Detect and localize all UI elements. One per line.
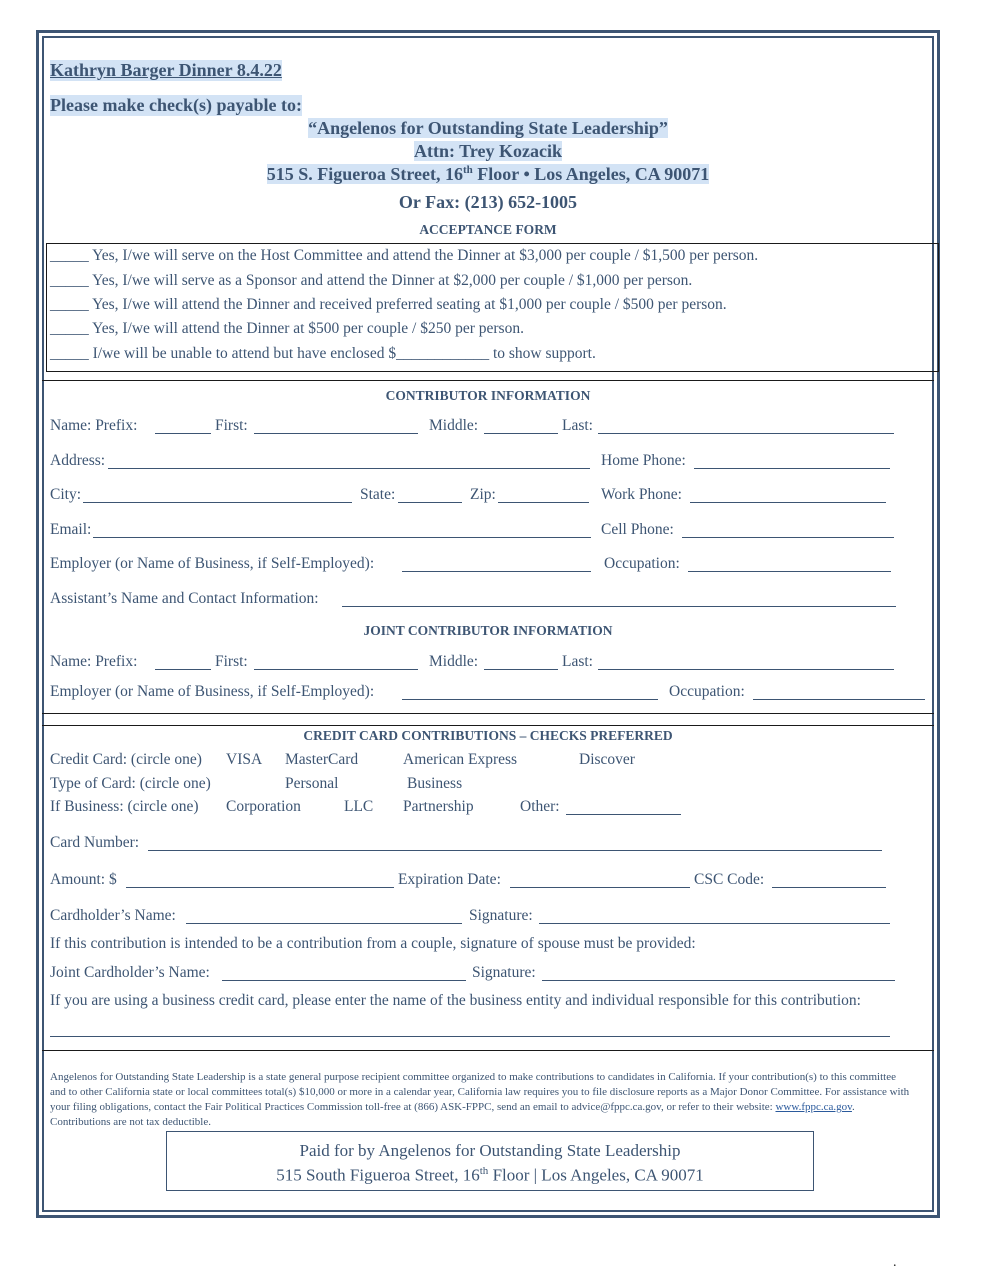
contributor-state-label: State:: [360, 486, 396, 503]
contributor-section-title: CONTRIBUTOR INFORMATION: [385, 388, 591, 403]
option-mastercard[interactable]: MasterCard: [285, 751, 359, 768]
option-american-express[interactable]: American Express: [403, 751, 518, 768]
paid-for-by-line: Paid for by Angelenos for Outstanding State Leadership: [299, 1141, 681, 1160]
acceptance-option-unable[interactable]: _____ I/we will be unable to attend but have enclosed $____________ to show support.: [50, 345, 596, 362]
contributor-home-phone-label: Home Phone:: [601, 452, 686, 469]
option-partnership[interactable]: Partnership: [403, 798, 474, 815]
joint-last-label: Last:: [562, 653, 593, 670]
contributor-state-field[interactable]: [398, 488, 462, 503]
acceptance-option-sponsor[interactable]: _____ Yes, I/we will serve as a Sponsor and attend the Dinner at $2,000 per couple / $1,000 per person.: [50, 272, 693, 289]
contributor-middle-label: Middle:: [429, 417, 479, 434]
joint-occupation-label: Occupation:: [669, 683, 745, 700]
contributor-city-label: City:: [50, 486, 82, 503]
legal-disclaimer: Angelenos for Outstanding State Leadership is a state general purpose recipient committee organized to make contributions to candidates in California. If your contribution(s) to this committee and to other California state or local committees total(s) $10,000 or more in a calendar year, California law requires you to file disclosure reports as a Major Donor Committee. For assistance with your filing obligations, contact the Fair Political Practices Commission toll-free at (866) ASK-FPPC, send an email to advice@fppc.ca.gov, or refer to their website: www.fppc.ca.gov. Contributions are not tax deductible.: [50, 1071, 910, 1128]
acceptance-option-attend[interactable]: _____ Yes, I/we will attend the Dinner at $500 per couple / $250 per person.: [50, 320, 524, 337]
option-visa[interactable]: VISA: [226, 751, 263, 768]
business-entity-field[interactable]: [50, 1022, 890, 1037]
business-card-note: If you are using a business credit card, please enter the name of the business entity and individual responsible for this contribution:: [50, 992, 861, 1009]
section-divider: [42, 380, 934, 381]
contributor-cell-phone-label: Cell Phone:: [601, 521, 674, 538]
org-name: “Angelenos for Outstanding State Leadership”: [308, 118, 668, 138]
contributor-assistant-label: Assistant’s Name and Contact Information:: [50, 590, 319, 607]
contributor-work-phone-label: Work Phone:: [601, 486, 682, 503]
contributor-occupation-label: Occupation:: [604, 555, 680, 572]
option-llc[interactable]: LLC: [344, 798, 374, 815]
option-discover[interactable]: Discover: [579, 751, 635, 768]
contributor-last-field[interactable]: [598, 419, 894, 434]
joint-first-label: First:: [215, 653, 248, 670]
expiration-label: Expiration Date:: [398, 871, 501, 888]
option-other-label: Other:: [520, 798, 560, 815]
contributor-city-field[interactable]: [83, 488, 352, 503]
org-name-row: [42, 118, 934, 139]
joint-signature-label: Signature:: [472, 964, 536, 981]
contributor-address-field[interactable]: [108, 454, 590, 469]
contributor-address-label: Address:: [50, 452, 106, 469]
joint-cardholder-label: Joint Cardholder’s Name:: [50, 964, 210, 981]
attn-line: Attn: Trey Kozacik: [414, 141, 562, 161]
contributor-work-phone-field[interactable]: [690, 488, 886, 503]
contributor-email-field[interactable]: [93, 523, 591, 538]
csc-label: CSC Code:: [694, 871, 765, 888]
contributor-first-label: First:: [215, 417, 248, 434]
cardholder-name-label: Cardholder’s Name:: [50, 907, 176, 924]
contributor-occupation-field[interactable]: [688, 557, 891, 572]
joint-employer-label: Employer (or Name of Business, if Self-Employed):: [50, 683, 375, 700]
acceptance-option-host[interactable]: _____ Yes, I/we will serve on the Host Committee and attend the Dinner at $3,000 per couple / $1,500 per person.: [50, 247, 759, 264]
cardholder-name-field[interactable]: [186, 909, 462, 924]
joint-middle-label: Middle:: [429, 653, 479, 670]
joint-last-field[interactable]: [598, 655, 894, 670]
contributor-cell-phone-field[interactable]: [682, 523, 894, 538]
contributor-home-phone-field[interactable]: [694, 454, 890, 469]
credit-section-title: CREDIT CARD CONTRIBUTIONS – CHECKS PREFERRED: [303, 728, 673, 743]
paid-for-by-address: 515 South Figueroa Street, 16th Floor | Los Angeles, CA 90071: [276, 1165, 704, 1185]
acceptance-option-preferred[interactable]: _____ Yes, I/we will attend the Dinner and received preferred seating at $1,000 per couple / $500 per person.: [50, 296, 727, 313]
corner-mark: .: [893, 1255, 897, 1270]
contributor-first-field[interactable]: [254, 419, 418, 434]
joint-prefix-field[interactable]: [155, 655, 211, 670]
expiration-field[interactable]: [510, 873, 690, 888]
contributor-employer-label: Employer (or Name of Business, if Self-Employed):: [50, 555, 375, 572]
card-number-label: Card Number:: [50, 834, 140, 851]
joint-name-prefix-label: Name: Prefix:: [50, 653, 138, 670]
couple-signature-note: If this contribution is intended to be a contribution from a couple, signature of spouse must be provided:: [50, 935, 696, 952]
joint-middle-field[interactable]: [484, 655, 558, 670]
card-number-field[interactable]: [148, 836, 882, 851]
joint-cardholder-field[interactable]: [222, 966, 466, 981]
signature-label: Signature:: [469, 907, 533, 924]
card-category-label: Type of Card: (circle one): [50, 775, 211, 792]
mailing-address: 515 S. Figueroa Street, 16th Floor • Los Angeles, CA 90071: [266, 164, 710, 184]
payable-label: Please make check(s) payable to:: [50, 95, 302, 115]
joint-occupation-field[interactable]: [753, 685, 925, 700]
attn-row: [42, 141, 934, 162]
fax-line: Or Fax: (213) 652-1005: [398, 192, 578, 212]
mailing-address-row: [42, 164, 934, 185]
option-personal[interactable]: Personal: [285, 775, 339, 792]
other-business-type-field[interactable]: [566, 800, 681, 815]
joint-first-field[interactable]: [254, 655, 418, 670]
contributor-name-prefix-label: Name: Prefix:: [50, 417, 138, 434]
acceptance-form-title: ACCEPTANCE FORM: [419, 222, 557, 237]
signature-field[interactable]: [539, 909, 890, 924]
contributor-employer-field[interactable]: [402, 557, 591, 572]
event-title: Kathryn Barger Dinner 8.4.22: [50, 60, 282, 80]
joint-employer-field[interactable]: [402, 685, 658, 700]
joint-signature-field[interactable]: [542, 966, 895, 981]
amount-field[interactable]: [126, 873, 394, 888]
contributor-zip-field[interactable]: [498, 488, 589, 503]
option-business[interactable]: Business: [407, 775, 463, 792]
contributor-last-label: Last:: [562, 417, 593, 434]
section-divider: [42, 713, 934, 714]
option-corporation[interactable]: Corporation: [226, 798, 301, 815]
contributor-zip-label: Zip:: [470, 486, 496, 503]
amount-label: Amount: $: [50, 871, 117, 888]
contributor-email-label: Email:: [50, 521, 92, 538]
contributor-middle-field[interactable]: [484, 419, 558, 434]
fppc-website-link[interactable]: www.fppc.ca.gov: [775, 1101, 852, 1113]
credit-card-type-label: Credit Card: (circle one): [50, 751, 202, 768]
paid-for-by-box: [166, 1131, 814, 1191]
csc-field[interactable]: [772, 873, 886, 888]
business-type-label: If Business: (circle one): [50, 798, 199, 815]
contributor-assistant-field[interactable]: [342, 592, 896, 607]
joint-section-title: JOINT CONTRIBUTOR INFORMATION: [363, 623, 613, 638]
contributor-prefix-field[interactable]: [155, 419, 211, 434]
section-divider: [42, 725, 934, 726]
section-divider: [42, 1050, 934, 1051]
